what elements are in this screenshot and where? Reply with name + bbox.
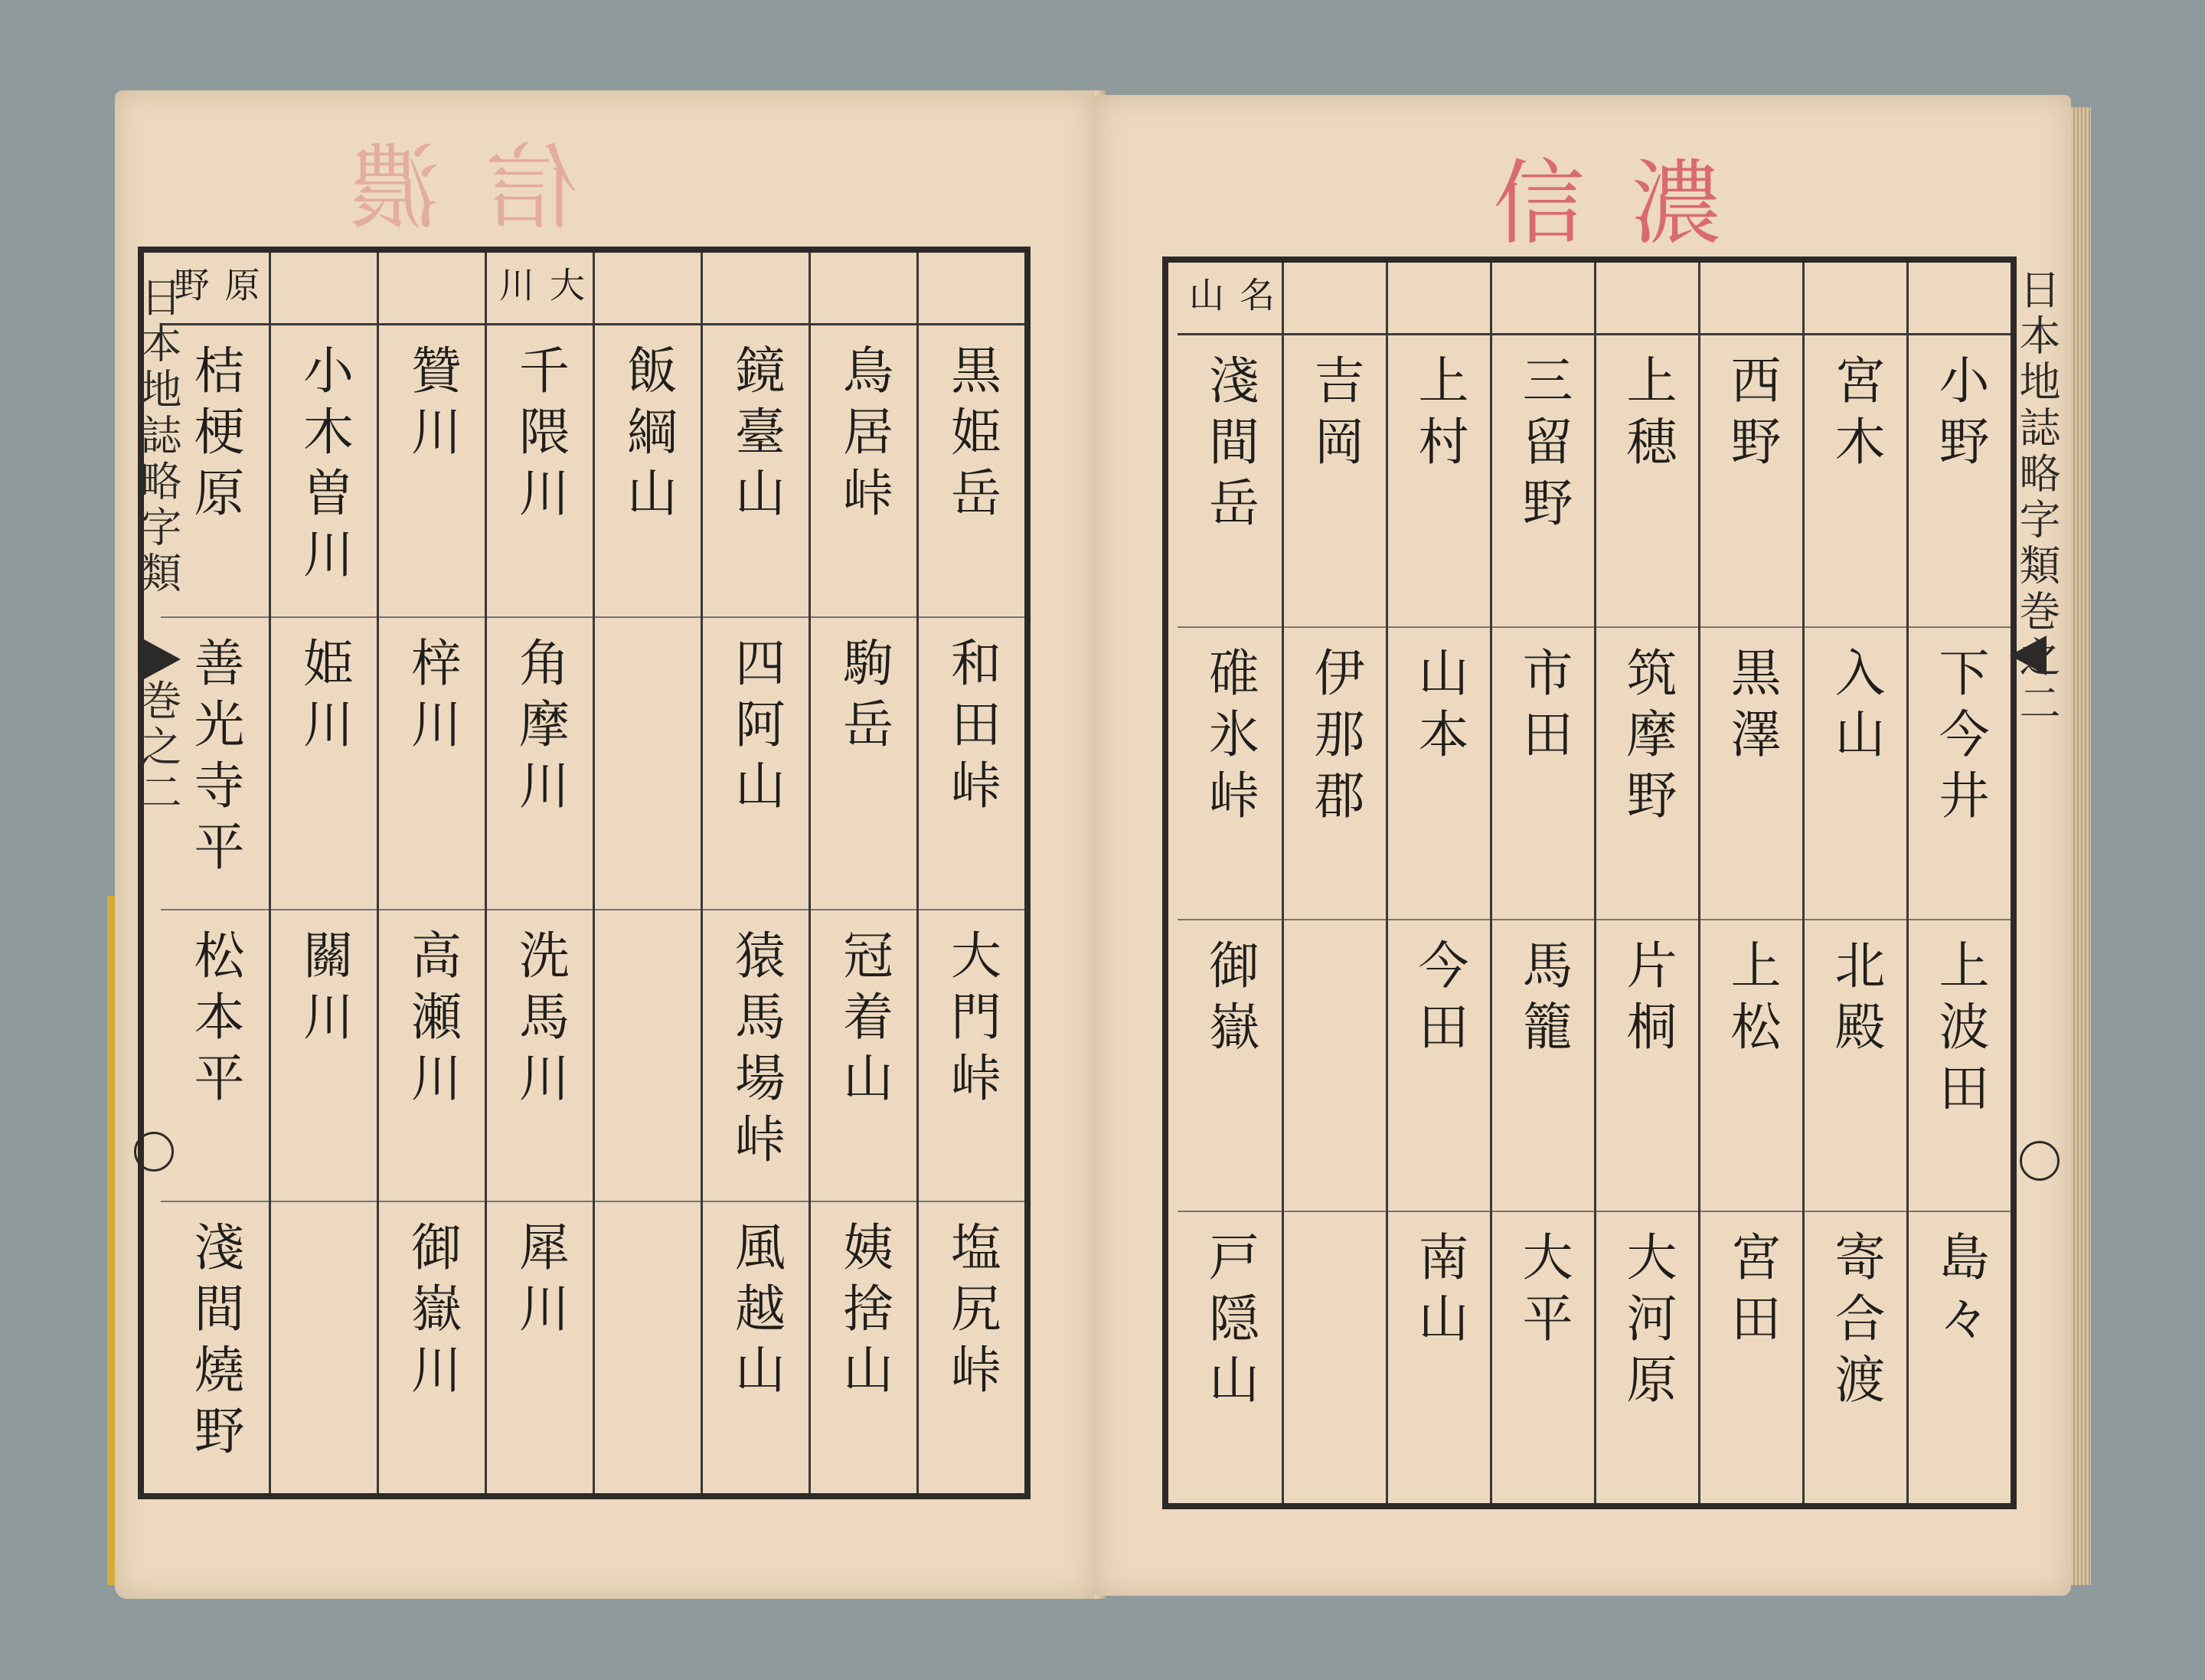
place-name-entry: 善光寺平 [161,618,269,910]
place-name-entry: 黒澤 [1700,628,1802,920]
place-name-entry: 淺間岳 [1178,335,1282,628]
right_page-column [1282,263,1386,1503]
place-name-entry [1284,1212,1386,1503]
place-name-entry: 黒姫岳 [919,325,1024,618]
place-name-entry: 今田 [1388,920,1490,1213]
place-name-entry [595,618,701,910]
place-name-entry: 筑摩野 [1596,628,1698,920]
left-page-grid [138,247,1031,1499]
place-name-entry: 風越山 [726,1221,786,1405]
place-name-entry: 淺間燒野 [185,1221,244,1466]
left_page-column [808,253,916,1493]
column-heading [811,253,916,325]
column-heading [595,253,701,325]
place-name-entry: 大門峠 [919,910,1024,1203]
place-name-entry: 市田 [1492,628,1594,920]
place-name-entry: 宮木 [1805,335,1906,628]
place-name-entry: 伊那郡 [1284,628,1386,920]
column-body [1178,335,1282,1503]
place-name-entry: 御嶽川 [402,1221,462,1405]
place-name-entry: 桔梗原 [161,325,269,618]
column-heading [379,253,485,325]
column-heading: 原野 [161,253,269,325]
column-heading [271,253,377,325]
place-name-entry: 御嶽 [1178,920,1282,1213]
place-name-entry: 上波田 [1909,920,2011,1213]
column-heading [1596,263,1698,335]
left_page-column [593,253,701,1493]
column-heading [1492,263,1594,335]
place-name-entry: 片桐 [1596,920,1698,1213]
right_page-column [1490,263,1594,1503]
left_page-column [485,253,593,1493]
place-name-entry: 梓川 [379,618,485,910]
column-body [811,325,916,1493]
left_page-column [916,253,1024,1493]
right-binding-ring [2020,1141,2060,1181]
column-body [595,325,701,1493]
place-name-entry: 吉岡 [1284,335,1386,628]
column-heading [1284,263,1386,335]
place-name-entry: 犀川 [510,1221,570,1344]
place-name-entry: 洗馬川 [487,910,593,1203]
place-name-entry: 贊川 [379,325,485,618]
left_page-column [701,253,808,1493]
place-name-entry: 姫川 [271,618,377,910]
column-body [487,325,593,1493]
column-heading [1700,263,1802,335]
right_page-column [1906,263,2011,1503]
stamp-left-bleedthrough: 信濃 [302,136,578,242]
place-name-entry: 關川 [271,910,377,1203]
stamp-right: 信濃 [1493,151,1769,257]
column-body [1805,335,1906,1503]
left_page-column [377,253,485,1493]
place-name-entry: 山本 [1388,628,1490,920]
place-name-entry: 角摩川 [487,618,593,910]
left_page-column [269,253,377,1493]
place-name-entry: 大平 [1514,1231,1573,1354]
place-name-entry: 戸隠山 [1200,1231,1259,1415]
column-body [1284,335,1386,1503]
place-name-entry: 三留野 [1492,335,1594,628]
place-name-entry: 北殿 [1805,920,1906,1213]
right-margin-title: 日本地誌略字類巻之二 [2013,268,2061,727]
place-name-entry: 上村 [1388,335,1490,628]
place-name-entry: 下今井 [1909,628,2011,920]
column-body [1596,335,1698,1503]
page-stack-edge [2071,107,2091,1585]
place-name-entry: 冠着山 [811,910,916,1203]
left-volume-label: 巻之二 [134,678,182,817]
right_page-column [1594,263,1698,1503]
place-name-entry: 千隈川 [487,325,593,618]
place-name-entry: 和田峠 [919,618,1024,910]
place-name-entry: 南山 [1410,1231,1468,1354]
place-name-entry: 馬籠 [1492,920,1594,1213]
column-body [1492,335,1594,1503]
place-name-entry: 宮田 [1722,1231,1781,1354]
column-heading [1909,263,2011,335]
right_page-column [1386,263,1490,1503]
column-heading [919,253,1024,325]
right_page-column [1802,263,1906,1503]
column-body [1909,335,2011,1503]
place-name-entry: 上穂 [1596,335,1698,628]
place-name-entry: 猿馬場峠 [703,910,808,1203]
column-body [703,325,808,1493]
place-name-entry [271,1202,377,1493]
column-body [1388,335,1490,1503]
place-name-entry: 高瀬川 [379,910,485,1203]
place-name-entry: 西野 [1700,335,1802,628]
column-heading: 名山 [1178,263,1282,335]
place-name-entry: 姨捨山 [834,1221,893,1405]
place-name-entry [595,1202,701,1493]
left_page-column [161,253,269,1493]
column-body [161,325,269,1493]
place-name-entry: 小木曽川 [271,325,377,618]
place-name-entry: 上松 [1700,920,1802,1213]
column-body [919,325,1024,1493]
column-body [379,325,485,1493]
place-name-entry: 島々 [1930,1231,1989,1354]
place-name-entry: 小野 [1909,335,2011,628]
right_page-column [1698,263,1802,1503]
place-name-entry: 鏡臺山 [703,325,808,618]
place-name-entry: 四阿山 [703,618,808,910]
column-body [271,325,377,1493]
place-name-entry: 鳥居峠 [811,325,916,618]
place-name-entry [1284,920,1386,1213]
place-name-entry: 飯綱山 [595,325,701,618]
left-margin-title-text: 日本地誌略字類 [134,276,182,597]
place-name-entry: 碓氷峠 [1178,628,1282,920]
place-name-entry: 寄合渡 [1826,1231,1885,1415]
column-heading [1388,263,1490,335]
column-body [1700,335,1802,1503]
place-name-entry [595,910,701,1203]
right_page-column [1178,263,1282,1503]
place-name-entry: 松本平 [161,910,269,1203]
right-page-grid [1162,257,2017,1509]
place-name-entry: 大河原 [1618,1231,1677,1415]
column-heading: 大川 [487,253,593,325]
place-name-entry: 駒岳 [811,618,916,910]
place-name-entry: 入山 [1805,628,1906,920]
place-name-entry: 塩尻峠 [942,1221,1001,1405]
column-heading [1805,263,1906,335]
column-heading [703,253,808,325]
